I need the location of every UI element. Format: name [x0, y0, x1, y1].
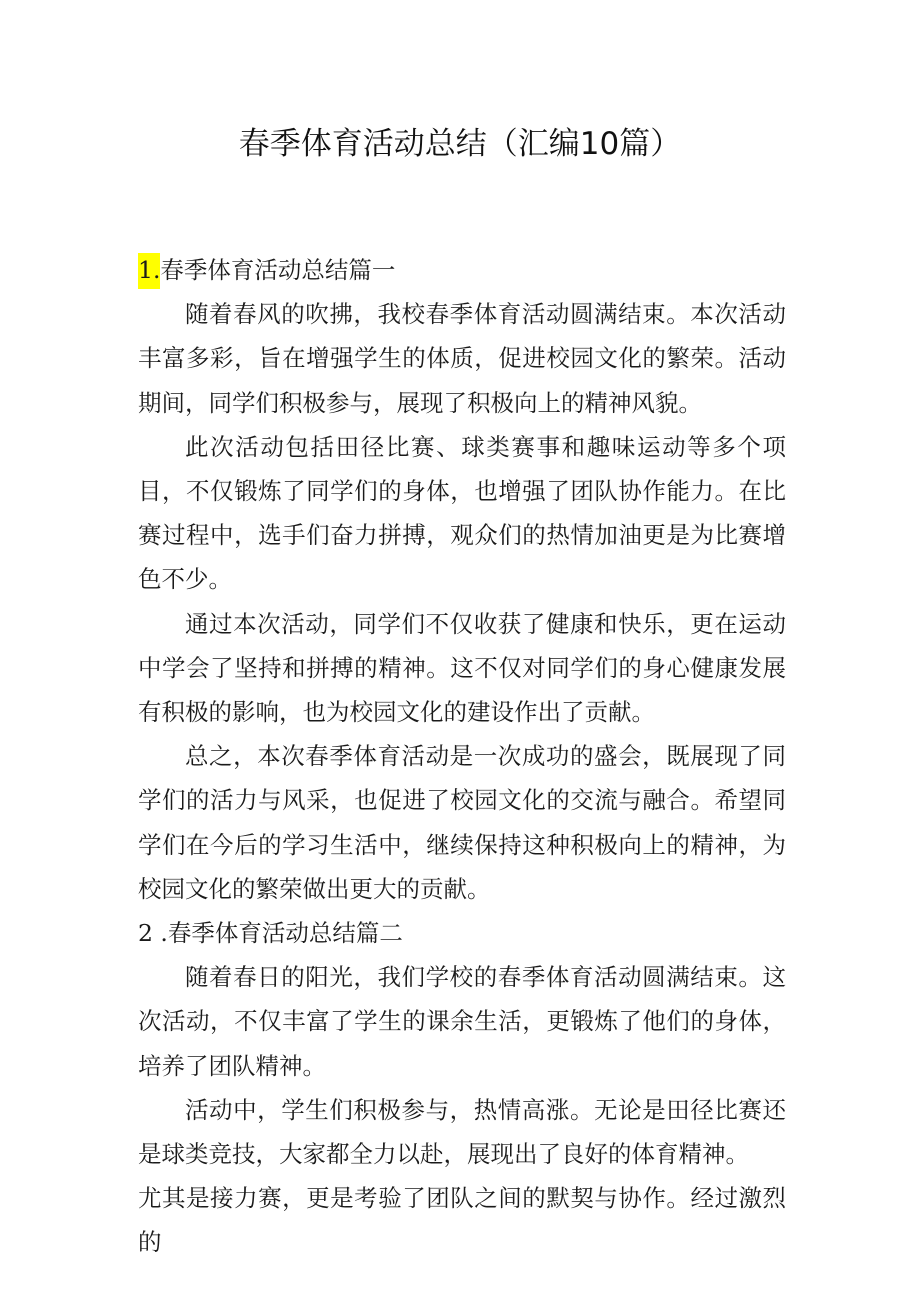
section-number: 2 .: [138, 919, 168, 948]
section-heading-text: 春季体育活动总结篇一: [160, 256, 396, 284]
paragraph: 随着春日的阳光，我们学校的春季体育活动圆满结束。这次活动，不仅丰富了学生的课余生活，更锻炼了他们的身体，培养了团队精神。: [138, 963, 786, 1080]
paragraph: 此次活动包括田径比赛、球类赛事和趣味运动等多个项目，不仅锻炼了同学们的身体，也增强了团队协作能力。在比赛过程中，选手们奋力拼搏，观众们的热情加油更是为比赛增色不少。: [138, 432, 786, 594]
document-title: 春季体育活动总结（汇编10篇）: [238, 126, 682, 162]
paragraph: 总之，本次春季体育活动是一次成功的盛会，既展现了同学们的活力与风采，也促进了校园文化的交流与融合。希望同学们在今后的学习生活中，继续保持这种积极向上的精神，为校园文化的繁荣做出更大的贡献。: [138, 742, 786, 903]
paragraph: 随着春风的吹拂，我校春季体育活动圆满结束。本次活动丰富多彩，旨在增强学生的体质，促进校园文化的繁荣。活动期间，同学们积极参与，展现了积极向上的精神风貌。: [138, 300, 786, 417]
paragraph: 尤其是接力赛，更是考验了团队之间的默契与协作。经过激烈的: [138, 1184, 786, 1257]
paragraph: 活动中，学生们积极参与，热情高涨。无论是田径比赛还是球类竞技，大家都全力以赴，展现出了良好的体育精神。: [138, 1095, 786, 1169]
paragraph: 通过本次活动，同学们不仅收获了健康和快乐，更在运动中学会了坚持和拼搏的精神。这不仅对同学们的身心健康发展有积极的影响，也为校园文化的建设作出了贡献。: [138, 609, 786, 727]
document-body: [138, 248, 786, 1265]
section-heading-text: 春季体育活动总结篇二: [167, 919, 403, 948]
section-heading-1: [138, 248, 786, 292]
section-number-highlight: 1.: [138, 253, 160, 289]
section-heading-2: [138, 911, 786, 955]
